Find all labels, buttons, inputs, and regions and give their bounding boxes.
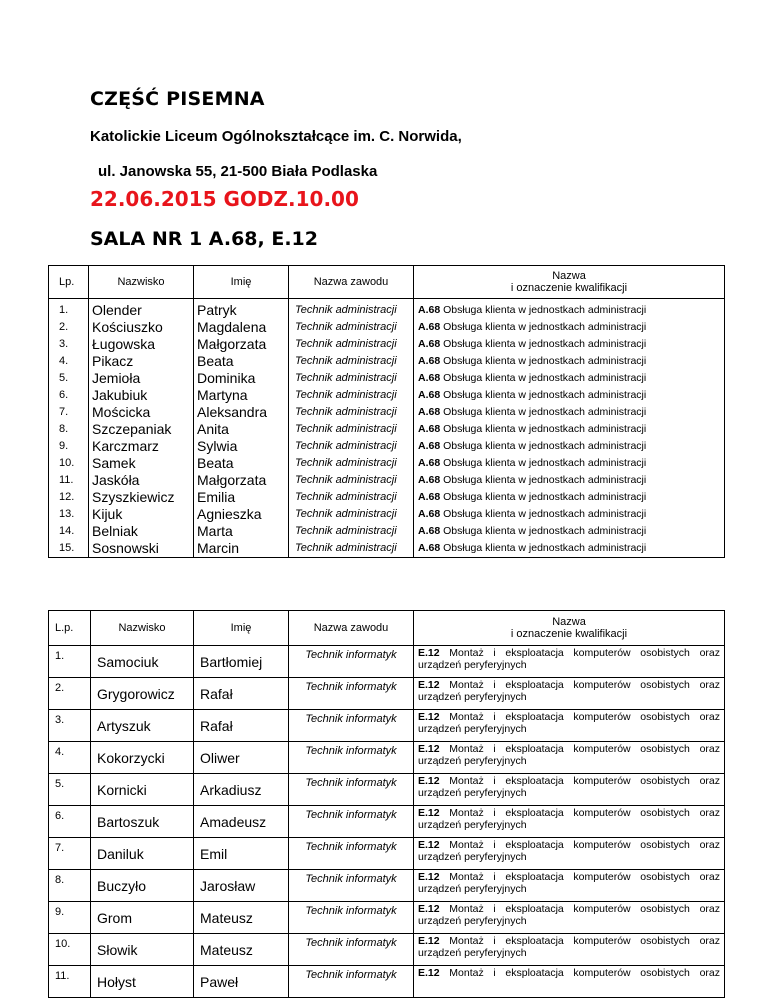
first-name-cell: Agnieszka <box>194 506 289 523</box>
qualification-name: Montaż i eksploatacja komputerów osobistych oraz <box>449 647 720 659</box>
qualification-name: Obsługa klienta w jednostkach administracji <box>443 508 647 520</box>
qualification-cell <box>414 774 725 806</box>
table-row <box>49 455 725 472</box>
surname-cell: Samek <box>89 455 194 472</box>
qualification-name: Obsługa klienta w jednostkach administracji <box>443 440 647 452</box>
first-name-cell: Mateusz <box>194 934 289 966</box>
table-row <box>49 902 725 934</box>
occupation-cell: Technik administracji <box>289 489 414 506</box>
qualification-cell <box>414 523 725 540</box>
row-number: 6. <box>49 387 89 404</box>
header-surname: Nazwisko <box>91 611 194 646</box>
qualification-name: Montaż i eksploatacja komputerów osobistych oraz <box>449 871 720 883</box>
qualification-code: A.68 <box>418 304 441 316</box>
row-number: 8. <box>49 421 89 438</box>
first-name-cell: Jarosław <box>194 870 289 902</box>
occupation-cell: Technik administracji <box>289 370 414 387</box>
surname-cell: Szyszkiewicz <box>89 489 194 506</box>
qualification-cell <box>414 404 725 421</box>
qualification-name-cont: urządzeń peryferyjnych <box>418 723 527 735</box>
qualification-code: E.12 <box>418 647 440 659</box>
table-row <box>49 387 725 404</box>
surname-cell: Karczmarz <box>89 438 194 455</box>
occupation-cell: Technik informatyk <box>289 870 414 902</box>
qualification-code: E.12 <box>418 967 440 979</box>
surname-cell: Kokorzycki <box>91 742 194 774</box>
first-name-cell: Oliwer <box>194 742 289 774</box>
table-row <box>49 540 725 558</box>
surname-cell: Grom <box>91 902 194 934</box>
table-row <box>49 806 725 838</box>
qualification-name: Montaż i eksploatacja komputerów osobistych oraz <box>449 935 720 947</box>
occupation-cell: Technik administracji <box>289 353 414 370</box>
qualification-name-cont: urządzeń peryferyjnych <box>418 851 527 863</box>
qualification-code: A.68 <box>418 423 441 435</box>
table-row <box>49 966 725 998</box>
occupation-cell: Technik informatyk <box>289 902 414 934</box>
occupation-cell: Technik administracji <box>289 506 414 523</box>
qualification-cell <box>414 678 725 710</box>
qualification-cell <box>414 319 725 336</box>
qualification-name: Montaż i eksploatacja komputerów osobistych oraz <box>449 775 720 787</box>
qualification-name: Obsługa klienta w jednostkach administracji <box>443 542 647 554</box>
row-number: 2. <box>49 319 89 336</box>
row-number: 11. <box>49 472 89 489</box>
surname-cell: Belniak <box>89 523 194 540</box>
qualification-code: E.12 <box>418 935 440 947</box>
qualification-cell <box>414 299 725 320</box>
surname-cell: Samociuk <box>91 646 194 678</box>
occupation-cell: Technik administracji <box>289 336 414 353</box>
surname-cell: Jaskóła <box>89 472 194 489</box>
surname-cell: Mościcka <box>89 404 194 421</box>
row-number: 8. <box>49 870 91 902</box>
first-name-cell: Emil <box>194 838 289 870</box>
surname-cell: Artyszuk <box>91 710 194 742</box>
occupation-cell: Technik administracji <box>289 404 414 421</box>
surname-cell: Buczyło <box>91 870 194 902</box>
qualification-cell <box>414 472 725 489</box>
qualification-cell <box>414 353 725 370</box>
first-name-cell: Marcin <box>194 540 289 558</box>
row-number: 1. <box>49 299 89 320</box>
surname-cell: Bartoszuk <box>91 806 194 838</box>
first-name-cell: Sylwia <box>194 438 289 455</box>
qualification-name: Obsługa klienta w jednostkach administracji <box>443 423 647 435</box>
qualification-cell <box>414 870 725 902</box>
surname-cell: Jakubiuk <box>89 387 194 404</box>
first-name-cell: Marta <box>194 523 289 540</box>
qualification-name-cont: urządzeń peryferyjnych <box>418 755 527 767</box>
first-name-cell: Patryk <box>194 299 289 320</box>
students-table-administration <box>48 265 725 558</box>
occupation-cell: Technik informatyk <box>289 806 414 838</box>
qualification-code: E.12 <box>418 743 440 755</box>
table-row <box>49 710 725 742</box>
table-header-row <box>49 266 725 299</box>
qualification-code: A.68 <box>418 525 441 537</box>
row-number: 2. <box>49 678 91 710</box>
header-lp: Lp. <box>49 266 89 299</box>
table-row <box>49 523 725 540</box>
table-row <box>49 870 725 902</box>
qualification-name: Montaż i eksploatacja komputerów osobistych oraz <box>449 711 720 723</box>
qualification-name-cont: urządzeń peryferyjnych <box>418 915 527 927</box>
qualification-code: E.12 <box>418 711 440 723</box>
qualification-code: A.68 <box>418 389 441 401</box>
qualification-cell <box>414 438 725 455</box>
table-header-row <box>49 611 725 646</box>
occupation-cell: Technik informatyk <box>289 934 414 966</box>
header-lp: L.p. <box>49 611 91 646</box>
qualification-name: Obsługa klienta w jednostkach administracji <box>443 372 647 384</box>
first-name-cell: Dominika <box>194 370 289 387</box>
surname-cell: Szczepaniak <box>89 421 194 438</box>
header-qual-line1: Nazwa <box>552 616 586 628</box>
qualification-name: Obsługa klienta w jednostkach administracji <box>443 321 647 333</box>
qualification-cell <box>414 934 725 966</box>
qualification-cell <box>414 806 725 838</box>
row-number: 10. <box>49 455 89 472</box>
row-number: 7. <box>49 838 91 870</box>
row-number: 5. <box>49 774 91 806</box>
qualification-cell <box>414 421 725 438</box>
students-table-it <box>48 610 725 998</box>
surname-cell: Kościuszko <box>89 319 194 336</box>
table-row <box>49 438 725 455</box>
qualification-name: Obsługa klienta w jednostkach administracji <box>443 474 647 486</box>
qualification-code: A.68 <box>418 440 441 452</box>
row-number: 7. <box>49 404 89 421</box>
qualification-code: A.68 <box>418 321 441 333</box>
header-name: Imię <box>194 611 289 646</box>
first-name-cell: Amadeusz <box>194 806 289 838</box>
qualification-name: Obsługa klienta w jednostkach administracji <box>443 389 647 401</box>
qualification-name: Montaż i eksploatacja komputerów osobistych oraz <box>449 903 720 915</box>
first-name-cell: Arkadiusz <box>194 774 289 806</box>
row-number: 6. <box>49 806 91 838</box>
row-number: 3. <box>49 336 89 353</box>
surname-cell: Ługowska <box>89 336 194 353</box>
qualification-name: Obsługa klienta w jednostkach administracji <box>443 525 647 537</box>
row-number: 15. <box>49 540 89 558</box>
first-name-cell: Anita <box>194 421 289 438</box>
qualification-cell <box>414 742 725 774</box>
qualification-name-cont: urządzeń peryferyjnych <box>418 947 527 959</box>
occupation-cell: Technik administracji <box>289 455 414 472</box>
first-name-cell: Magdalena <box>194 319 289 336</box>
table-row <box>49 404 725 421</box>
qualification-cell <box>414 506 725 523</box>
qualification-code: A.68 <box>418 406 441 418</box>
table-row <box>49 319 725 336</box>
table-row <box>49 489 725 506</box>
qualification-cell <box>414 838 725 870</box>
qualification-name-cont: urządzeń peryferyjnych <box>418 787 527 799</box>
occupation-cell: Technik administracji <box>289 299 414 320</box>
occupation-cell: Technik informatyk <box>289 966 414 998</box>
header-surname: Nazwisko <box>89 266 194 299</box>
qualification-name: Montaż i eksploatacja komputerów osobistych oraz <box>449 839 720 851</box>
occupation-cell: Technik informatyk <box>289 710 414 742</box>
qualification-code: E.12 <box>418 839 440 851</box>
occupation-cell: Technik administracji <box>289 523 414 540</box>
row-number: 3. <box>49 710 91 742</box>
header-name: Imię <box>194 266 289 299</box>
header-qual-line2: i oznaczenie kwalifikacji <box>510 628 628 640</box>
row-number: 1. <box>49 646 91 678</box>
occupation-cell: Technik administracji <box>289 421 414 438</box>
qualification-code: E.12 <box>418 807 440 819</box>
first-name-cell: Beata <box>194 353 289 370</box>
qualification-name: Obsługa klienta w jednostkach administracji <box>443 304 647 316</box>
row-number: 13. <box>49 506 89 523</box>
surname-cell: Jemioła <box>89 370 194 387</box>
table-row <box>49 353 725 370</box>
room-heading: SALA NR 1 A.68, E.12 <box>90 228 318 250</box>
table-row <box>49 506 725 523</box>
qualification-cell <box>414 540 725 558</box>
qualification-name: Montaż i eksploatacja komputerów osobistych oraz <box>449 679 720 691</box>
table-row <box>49 934 725 966</box>
qualification-name: Obsługa klienta w jednostkach administracji <box>443 406 647 418</box>
qualification-code: A.68 <box>418 372 441 384</box>
first-name-cell: Beata <box>194 455 289 472</box>
qualification-code: E.12 <box>418 679 440 691</box>
occupation-cell: Technik informatyk <box>289 646 414 678</box>
row-number: 9. <box>49 902 91 934</box>
first-name-cell: Rafał <box>194 710 289 742</box>
qualification-code: A.68 <box>418 508 441 520</box>
surname-cell: Daniluk <box>91 838 194 870</box>
header-qualification <box>414 611 725 646</box>
table-row <box>49 299 725 320</box>
qualification-code: E.12 <box>418 903 440 915</box>
qualification-name: Obsługa klienta w jednostkach administracji <box>443 355 647 367</box>
row-number: 4. <box>49 353 89 370</box>
header-occupation: Nazwa zawodu <box>289 266 414 299</box>
row-number: 11. <box>49 966 91 998</box>
surname-cell: Kijuk <box>89 506 194 523</box>
first-name-cell: Aleksandra <box>194 404 289 421</box>
occupation-cell: Technik informatyk <box>289 678 414 710</box>
qualification-cell <box>414 902 725 934</box>
first-name-cell: Emilia <box>194 489 289 506</box>
header-qual-line2: i oznaczenie kwalifikacji <box>510 282 628 294</box>
qualification-name: Obsługa klienta w jednostkach administracji <box>443 491 647 503</box>
surname-cell: Olender <box>89 299 194 320</box>
row-number: 5. <box>49 370 89 387</box>
qualification-name-cont: urządzeń peryferyjnych <box>418 691 527 703</box>
occupation-cell: Technik administracji <box>289 438 414 455</box>
first-name-cell: Bartłomiej <box>194 646 289 678</box>
occupation-cell: Technik administracji <box>289 472 414 489</box>
first-name-cell: Mateusz <box>194 902 289 934</box>
qualification-cell <box>414 370 725 387</box>
qualification-code: A.68 <box>418 491 441 503</box>
qualification-code: E.12 <box>418 871 440 883</box>
qualification-cell <box>414 710 725 742</box>
qualification-cell <box>414 387 725 404</box>
header-occupation: Nazwa zawodu <box>289 611 414 646</box>
first-name-cell: Paweł <box>194 966 289 998</box>
table-row <box>49 370 725 387</box>
qualification-name: Montaż i eksploatacja komputerów osobistych oraz <box>449 807 720 819</box>
occupation-cell: Technik administracji <box>289 540 414 558</box>
qualification-cell <box>414 646 725 678</box>
table-row <box>49 774 725 806</box>
qualification-name: Obsługa klienta w jednostkach administracji <box>443 457 647 469</box>
header-qualification <box>414 266 725 299</box>
table-row <box>49 646 725 678</box>
table-row <box>49 678 725 710</box>
occupation-cell: Technik administracji <box>289 387 414 404</box>
first-name-cell: Rafał <box>194 678 289 710</box>
qualification-code: A.68 <box>418 474 441 486</box>
table-row <box>49 336 725 353</box>
table-row <box>49 472 725 489</box>
qualification-name-cont: urządzeń peryferyjnych <box>418 883 527 895</box>
row-number: 10. <box>49 934 91 966</box>
school-name: Katolickie Liceum Ogólnokształcące im. C. Norwida, <box>90 128 462 145</box>
school-address: ul. Janowska 55, 21-500 Biała Podlaska <box>98 163 378 180</box>
surname-cell: Grygorowicz <box>91 678 194 710</box>
row-number: 9. <box>49 438 89 455</box>
exam-date: 22.06.2015 GODZ.10.00 <box>90 187 359 211</box>
first-name-cell: Małgorzata <box>194 336 289 353</box>
qualification-code: A.68 <box>418 355 441 367</box>
qualification-code: A.68 <box>418 457 441 469</box>
occupation-cell: Technik informatyk <box>289 774 414 806</box>
row-number: 12. <box>49 489 89 506</box>
row-number: 4. <box>49 742 91 774</box>
first-name-cell: Martyna <box>194 387 289 404</box>
qualification-cell <box>414 489 725 506</box>
qualification-cell <box>414 455 725 472</box>
header-qual-line1: Nazwa <box>552 270 586 282</box>
qualification-code: A.68 <box>418 338 441 350</box>
occupation-cell: Technik informatyk <box>289 742 414 774</box>
qualification-code: E.12 <box>418 775 440 787</box>
surname-cell: Hołyst <box>91 966 194 998</box>
first-name-cell: Małgorzata <box>194 472 289 489</box>
row-number: 14. <box>49 523 89 540</box>
surname-cell: Pikacz <box>89 353 194 370</box>
qualification-name-cont: urządzeń peryferyjnych <box>418 819 527 831</box>
qualification-cell <box>414 336 725 353</box>
table-row <box>49 742 725 774</box>
occupation-cell: Technik informatyk <box>289 838 414 870</box>
qualification-code: A.68 <box>418 542 441 554</box>
qualification-name: Obsługa klienta w jednostkach administracji <box>443 338 647 350</box>
occupation-cell: Technik administracji <box>289 319 414 336</box>
surname-cell: Kornicki <box>91 774 194 806</box>
qualification-cell <box>414 966 725 998</box>
surname-cell: Sosnowski <box>89 540 194 558</box>
page-title: CZĘŚĆ PISEMNA <box>90 88 265 110</box>
table-row <box>49 838 725 870</box>
surname-cell: Słowik <box>91 934 194 966</box>
qualification-name: Montaż i eksploatacja komputerów osobistych oraz <box>449 743 720 755</box>
qualification-name-cont: urządzeń peryferyjnych <box>418 659 527 671</box>
qualification-name: Montaż i eksploatacja komputerów osobistych oraz <box>449 967 720 979</box>
table-row <box>49 421 725 438</box>
